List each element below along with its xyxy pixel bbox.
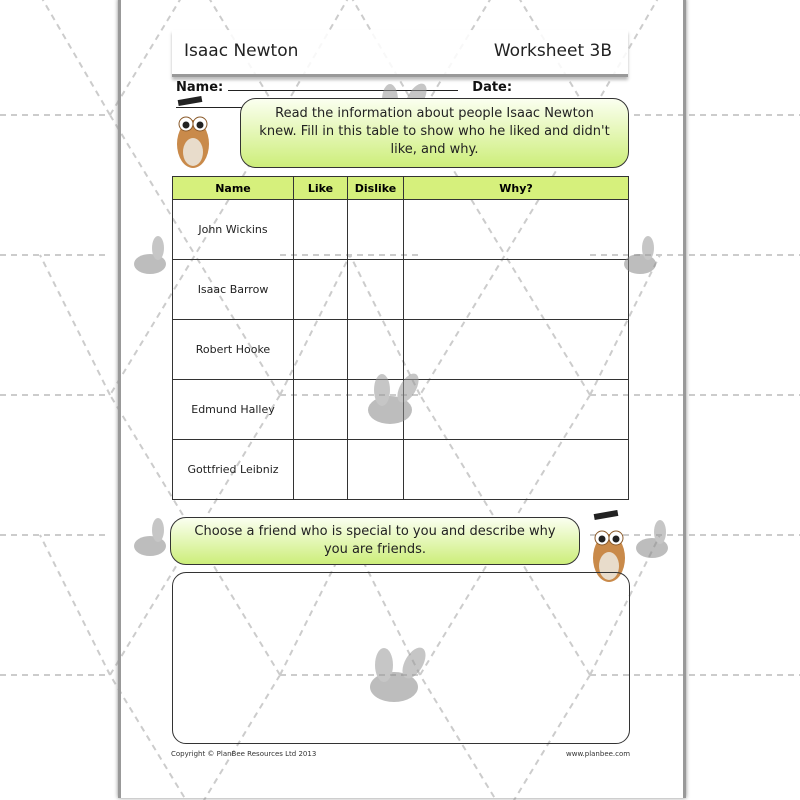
- person-name: Robert Hooke: [173, 320, 294, 380]
- dislike-cell[interactable]: [348, 260, 404, 320]
- instruction-text: Read the information about people Isaac Newton knew. Fill in this table to show who he liked and didn't like, and why.: [259, 106, 610, 157]
- table-row: [173, 440, 629, 500]
- dislike-cell[interactable]: [348, 440, 404, 500]
- instruction-speech-bubble: [240, 98, 629, 168]
- owl-mascot-icon: [168, 96, 218, 176]
- person-name: Edmund Halley: [173, 380, 294, 440]
- table-row: [173, 200, 629, 260]
- bee-watermark-icon: [122, 236, 178, 280]
- dislike-cell[interactable]: [348, 320, 404, 380]
- website-link[interactable]: www.planbee.com: [566, 750, 631, 758]
- bee-watermark-icon: [624, 520, 680, 564]
- date-label: Date:: [472, 80, 513, 95]
- why-cell[interactable]: [404, 320, 629, 380]
- column-header-dislike: Dislike: [348, 177, 404, 200]
- friend-prompt-speech-bubble: [170, 517, 580, 565]
- worksheet-header: [172, 30, 628, 77]
- name-label: Name:: [176, 80, 224, 95]
- column-header-name: Name: [173, 177, 294, 200]
- like-cell[interactable]: [294, 320, 348, 380]
- bee-watermark-icon: [612, 236, 668, 280]
- like-cell[interactable]: [294, 380, 348, 440]
- worksheet-number: Worksheet 3B: [493, 41, 612, 61]
- person-name: Isaac Barrow: [173, 260, 294, 320]
- person-name: John Wickins: [173, 200, 294, 260]
- friend-prompt-text: Choose a friend who is special to you and describe why you are friends.: [194, 524, 556, 557]
- table-row: [173, 260, 629, 320]
- like-cell[interactable]: [294, 440, 348, 500]
- people-table: [172, 176, 629, 500]
- why-cell[interactable]: [404, 380, 629, 440]
- why-cell[interactable]: [404, 200, 629, 260]
- why-cell[interactable]: [404, 260, 629, 320]
- why-cell[interactable]: [404, 440, 629, 500]
- bee-watermark-icon: [352, 645, 442, 710]
- person-name: Gottfried Leibniz: [173, 440, 294, 500]
- bee-watermark-icon: [352, 372, 432, 432]
- column-header-like: Like: [294, 177, 348, 200]
- copyright-text: Copyright © PlanBee Resources Ltd 2013: [171, 750, 317, 758]
- dislike-cell[interactable]: [348, 200, 404, 260]
- like-cell[interactable]: [294, 200, 348, 260]
- worksheet-title: Isaac Newton: [184, 41, 299, 61]
- table-row: [173, 320, 629, 380]
- column-header-why: Why?: [404, 177, 629, 200]
- like-cell[interactable]: [294, 260, 348, 320]
